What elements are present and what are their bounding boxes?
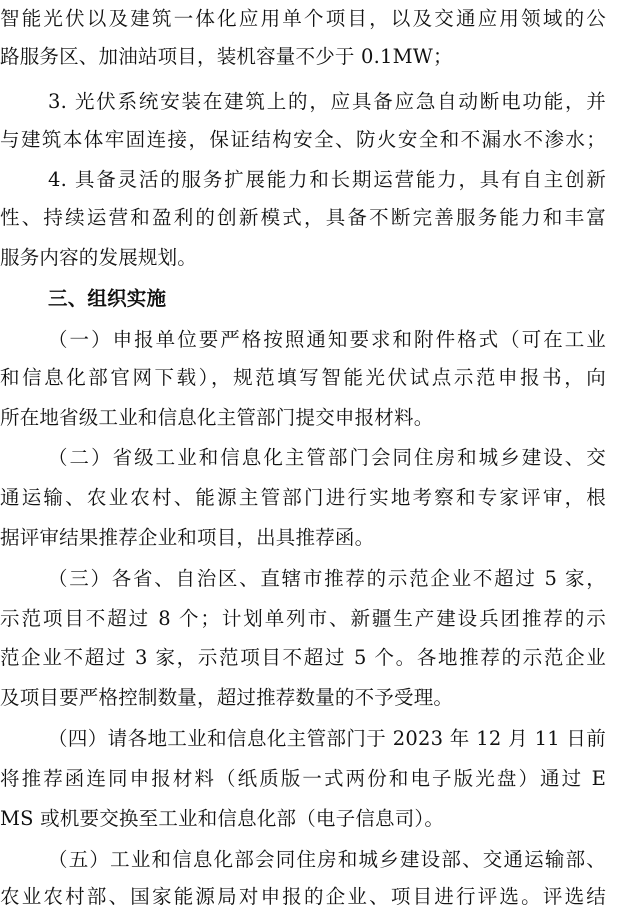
paragraph-line: （一）申报单位要严格按照通知要求和附件格式（可在工业 xyxy=(48,328,606,351)
paragraph-line: 示范项目不超过 8 个；计划单列市、新疆生产建设兵团推荐的示 xyxy=(0,607,606,630)
paragraph-line: （四）请各地工业和信息化主管部门于 2023 年 12 月 11 日前 xyxy=(48,727,606,750)
paragraph-line: MS 或机要交换至工业和信息化部（电子信息司）。 xyxy=(0,807,445,830)
paragraph-line: （五）工业和信息化部会同住房和城乡建设部、交通运输部、 xyxy=(48,848,606,871)
paragraph-line: 及项目要严格控制数量，超过推荐数量的不予受理。 xyxy=(0,686,454,709)
paragraph-line: 智能光伏以及建筑一体化应用单个项目，以及交通应用领域的公 xyxy=(0,7,606,30)
section-heading: 三、组织实施 xyxy=(48,287,167,310)
paragraph-line: 性、持续运营和盈利的创新模式，具备不断完善服务能力和丰富 xyxy=(0,206,606,229)
paragraph-line: 农业农村部、国家能源局对申报的企业、项目进行评选。评选结 xyxy=(0,885,606,908)
paragraph-line: 范企业不超过 3 家，示范项目不超过 5 个。各地推荐的示范企业 xyxy=(0,646,606,669)
paragraph-line: （二）省级工业和信息化主管部门会同住房和城乡建设、交 xyxy=(48,446,606,469)
paragraph-line: （三）各省、自治区、直辖市推荐的示范企业不超过 5 家， xyxy=(48,567,606,590)
paragraph-line: 据评审结果推荐企业和项目，出具推荐函。 xyxy=(0,526,375,549)
paragraph-line: 和信息化部官网下载），规范填写智能光伏试点示范申报书，向 xyxy=(0,366,606,389)
paragraph-line: 3. 光伏系统安装在建筑上的，应具备应急自动断电功能，并 xyxy=(48,90,606,113)
paragraph-line: 将推荐函连同申报材料（纸质版一式两份和电子版光盘）通过 E xyxy=(0,767,606,790)
paragraph-line: 路服务区、加油站项目，装机容量不少于 0.1MW； xyxy=(0,45,453,68)
paragraph-line: 所在地省级工业和信息化主管部门提交申报材料。 xyxy=(0,406,434,429)
paragraph-line: 4. 具备灵活的服务扩展能力和长期运营能力，具有自主创新 xyxy=(48,168,606,191)
paragraph-line: 通运输、农业农村、能源主管部门进行实地考察和专家评审，根 xyxy=(0,486,606,509)
paragraph-line: 服务内容的发展规划。 xyxy=(0,246,198,269)
paragraph-line: 与建筑本体牢固连接，保证结构安全、防火安全和不漏水不渗水； xyxy=(0,128,606,151)
